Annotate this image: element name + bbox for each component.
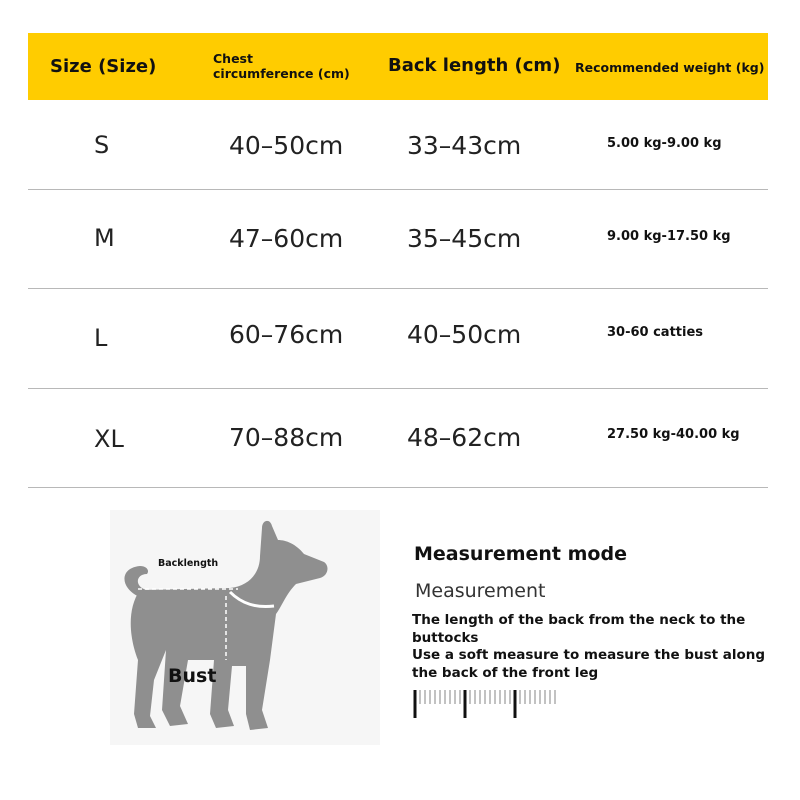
cell-chest: 70–88cm	[229, 423, 344, 452]
dog-measurement-diagram	[110, 510, 380, 745]
cell-back: 33–43cm	[407, 131, 522, 160]
bust-label: Bust	[168, 665, 217, 687]
header-chest-line1: Chest	[213, 51, 253, 66]
cell-weight: 30-60 catties	[607, 325, 704, 340]
cell-size: M	[94, 224, 115, 252]
desc-line: the back of the front leg	[412, 664, 599, 681]
dog-silhouette-icon	[110, 510, 380, 745]
header-chest	[213, 51, 350, 81]
cell-back: 40–50cm	[407, 320, 522, 349]
row-divider	[28, 487, 768, 488]
cell-size: L	[94, 324, 108, 352]
header-size: Size (Size)	[50, 56, 157, 77]
table-row	[28, 389, 768, 488]
table-header	[28, 33, 768, 100]
cell-size: S	[94, 131, 110, 159]
measurement-subtitle: Measurement	[415, 580, 546, 602]
cell-chest: 60–76cm	[229, 320, 344, 349]
header-chest-line2: circumference (cm)	[213, 66, 350, 81]
back-length-label: Backlength	[158, 558, 219, 569]
tape-measure-icon	[412, 688, 562, 722]
desc-line: buttocks	[412, 629, 479, 646]
cell-back: 35–45cm	[407, 224, 522, 253]
desc-line: Use a soft measure to measure the bust along	[412, 647, 766, 663]
measurement-description	[412, 612, 782, 682]
header-back-length: Back length (cm)	[388, 55, 561, 76]
measurement-title: Measurement mode	[414, 543, 627, 565]
cell-weight: 5.00 kg-9.00 kg	[607, 136, 722, 151]
table-row	[28, 190, 768, 289]
table-row	[28, 100, 768, 190]
cell-size: XL	[94, 425, 124, 453]
cell-weight: 9.00 kg-17.50 kg	[607, 229, 731, 244]
cell-chest: 40–50cm	[229, 131, 344, 160]
table-row	[28, 289, 768, 389]
cell-back: 48–62cm	[407, 423, 522, 452]
cell-weight: 27.50 kg-40.00 kg	[607, 427, 740, 442]
desc-line: The length of the back from the neck to the	[412, 612, 746, 628]
cell-chest: 47–60cm	[229, 224, 344, 253]
header-weight: Recommended weight (kg)	[575, 60, 765, 75]
